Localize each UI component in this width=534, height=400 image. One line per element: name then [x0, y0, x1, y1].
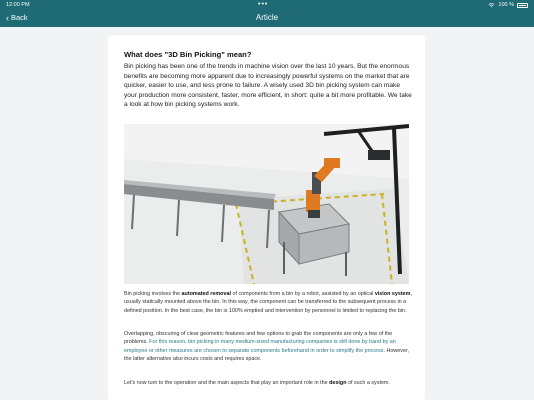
status-right — [488, 0, 528, 10]
paragraph-bin-picking-definition — [124, 290, 414, 315]
article-heading: What does "3D Bin Picking" mean? — [124, 50, 252, 59]
navigation-bar — [0, 10, 534, 27]
status-bar — [0, 0, 534, 10]
p2-text-a: Overlapping, obscuring of clear geometric features and few options to grab the components are only a few of the problems. — [124, 331, 393, 346]
bin-picking-image — [124, 124, 409, 284]
chevron-left-icon: ‹ — [6, 13, 9, 23]
page-title: Article — [255, 13, 279, 22]
p3-text-c: of such a system. — [346, 380, 390, 386]
bin-picking-illustration — [124, 124, 409, 284]
multitask-dots-icon[interactable]: ••• — [258, 1, 269, 8]
battery-percent: 100 % — [498, 2, 514, 8]
paragraph-design-intro — [124, 379, 414, 387]
p2-text-b: However, the latter alternative also incurs costs and requires space. — [124, 347, 409, 363]
top-bar — [0, 0, 534, 27]
p1-text-a: Bin picking involves the — [124, 291, 182, 297]
p1-text-c: of components from a bin by a robot, assisted by an optical — [230, 291, 375, 297]
back-label: Back — [11, 13, 28, 22]
article-intro: Bin picking has been one of the trends in machine vision over the last 10 years. But the enormous benefits are becoming more apparent due to increasingly powerful systems on the market that are quicker, easier to use, and less prone to failure. A wisely used 3D bin picking system can make your production more consistent, faster, more efficient, in short: quite a bit more profitable. We take a look at how bin picking systems work. — [124, 63, 412, 109]
paragraph-problems — [124, 330, 414, 364]
p1-bold-automated-removal: automated removal — [181, 291, 231, 297]
p3-bold-design: design — [329, 380, 347, 386]
p1-bold-vision-system: vision system — [374, 291, 411, 297]
wifi-icon — [488, 3, 495, 8]
p2-highlighted-link[interactable]: For this reason, bin picking in many medium-sized manufacturing companies is still done by hand by an employee or other measures are chosen to separate components beforehand in order to simplify the process. — [124, 339, 396, 354]
p1-text-e: , usually statically mounted above the bin. In this way, the component can be transferred to the subsequent process in a defined position. In the best case, the bin is 100% emptied and intervention by personnel is limited to replacing the bin. — [124, 291, 412, 314]
p3-text-a: Let's now turn to the operation and the main aspects that play an important role in the — [124, 380, 330, 386]
status-time: 12:00 PM — [6, 2, 30, 8]
battery-icon — [517, 3, 528, 8]
